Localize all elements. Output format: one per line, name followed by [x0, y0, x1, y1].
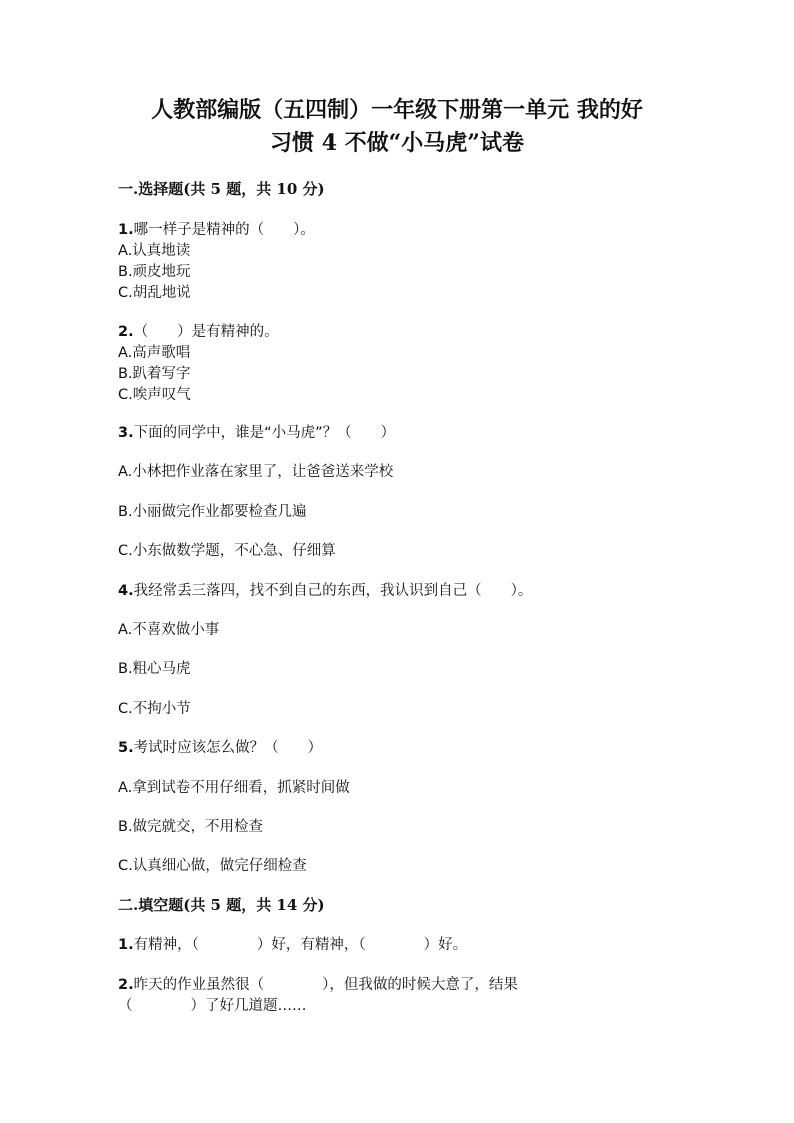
question-number: 5. [118, 740, 134, 756]
option-c: C.胡乱地说 [118, 285, 191, 301]
question-number: 1. [118, 222, 134, 238]
question-text: 昨天的作业虽然很（ ），但我做的时候大意了，结果 [133, 977, 518, 993]
option-c: C.小东做数学题，不心急、仔细算 [118, 543, 336, 559]
section-heading-choice: 一.选择题(共 5 题，共 10 分) [118, 180, 325, 198]
option-a: A.不喜欢做小事 [118, 622, 220, 638]
option-b: B.粗心马虎 [118, 661, 191, 677]
option-c: C.不拘小节 [118, 701, 191, 717]
question-3 [118, 421, 395, 442]
option-b: B.趴着写字 [118, 366, 191, 382]
question-text: 我经常丢三落四，找不到自己的东西，我认识到自己（ ）。 [133, 583, 533, 599]
question-2 [118, 320, 279, 341]
option-c: C.唉声叹气 [118, 387, 191, 403]
fill-question-2 [118, 973, 518, 994]
option-b: B.顽皮地玩 [118, 264, 191, 280]
question-text: 哪一样子是精神的（ ）。 [133, 222, 315, 238]
option-b: B.小丽做完作业都要检查几遍 [118, 504, 307, 520]
question-1 [118, 218, 315, 239]
question-text: （ ）是有精神的。 [133, 324, 279, 340]
option-a: A.认真地读 [118, 243, 191, 259]
exam-title-line-1: 人教部编版（五四制）一年级下册第一单元 我的好 [151, 97, 643, 123]
option-a: A.拿到试卷不用仔细看，抓紧时间做 [118, 780, 350, 796]
question-5 [118, 736, 322, 757]
question-text: 有精神，（ ）好，有精神，（ ）好。 [133, 937, 468, 953]
option-a: A.高声歌唱 [118, 345, 191, 361]
exam-title-line-2: 习惯 4 不做“小马虎”试卷 [270, 130, 524, 156]
question-number: 4. [118, 583, 134, 599]
question-number: 2. [118, 977, 134, 993]
question-number: 3. [118, 425, 134, 441]
question-4 [118, 579, 532, 600]
fill-question-2-continued: （ ）了好几道题…… [118, 998, 307, 1014]
question-text: 考试时应该怎么做？（ ） [133, 740, 323, 756]
option-a: A.小林把作业落在家里了，让爸爸送来学校 [118, 464, 394, 480]
question-number: 2. [118, 324, 134, 340]
fill-question-1 [118, 933, 467, 954]
question-text: 下面的同学中，谁是“小马虎”？（ ） [133, 425, 396, 441]
section-heading-fill-in: 二.填空题(共 5 题，共 14 分) [118, 896, 325, 914]
option-c: C.认真细心做，做完仔细检查 [118, 858, 307, 874]
option-b: B.做完就交，不用检查 [118, 819, 264, 835]
question-number: 1. [118, 937, 134, 953]
